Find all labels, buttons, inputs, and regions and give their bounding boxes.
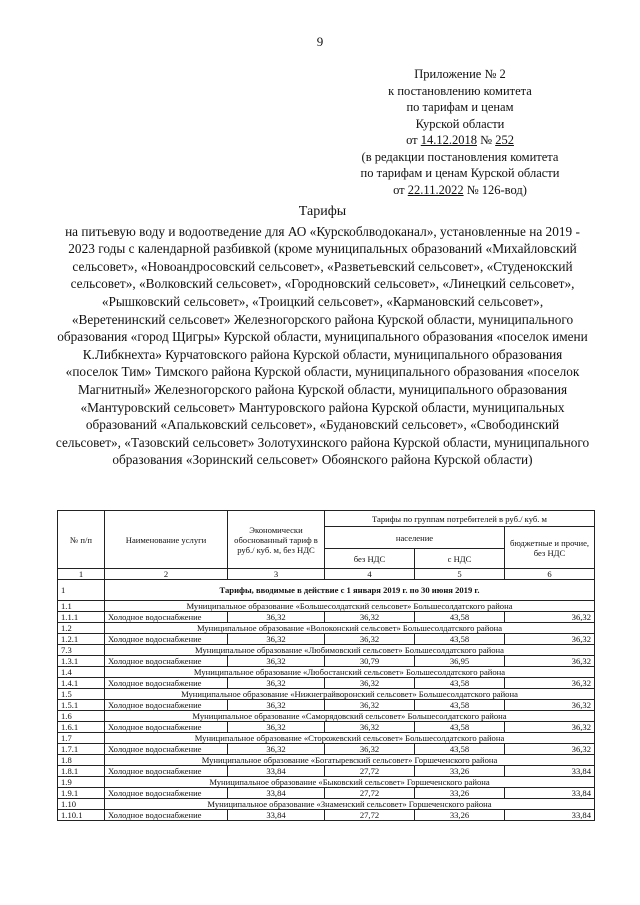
column-numbers-row [58,569,595,580]
population-with-vat-value: 43,58 [415,678,505,689]
row-num: 1.1.1 [58,612,105,623]
population-no-vat-value: 36,32 [325,744,415,755]
budget-value: 36,32 [505,656,595,667]
budget-value: 36,32 [505,678,595,689]
population-no-vat-value: 36,32 [325,612,415,623]
municipality-row [58,733,595,744]
amendment-date: 22.11.2022 [407,182,464,197]
econ-tariff-value: 36,32 [228,656,325,667]
tariff-groups [58,601,595,821]
amendment-ref [330,182,590,199]
population-no-vat-value: 27,72 [325,788,415,799]
title-heading: Тарифы [298,204,347,219]
service-name: Холодное водоснабжение [105,810,228,821]
header-num: № п/п [58,511,105,569]
header-budget: бюджетные и прочие, без НДС [505,527,595,569]
appendix-resolution-ref [330,132,590,149]
amendment-number: № 126-вод) [466,182,527,197]
document-title [55,203,590,469]
municipality-name: Муниципальное образование «Сторожевский сельсовет» Большесолдатского района [105,733,595,744]
page-number: 9 [316,34,324,49]
population-with-vat-value: 43,58 [415,612,505,623]
econ-tariff-value: 33,84 [228,810,325,821]
municipality-row [58,755,595,766]
service-name: Холодное водоснабжение [105,744,228,755]
municipality-name: Муниципальное образование «Нижнеграйворонский сельсовет» Большесолдатского района [105,689,595,700]
table-row [58,788,595,799]
table-row [58,634,595,645]
municipality-name: Муниципальное образование «Саморядовский сельсовет» Большесолдатского района [105,711,595,722]
municipality-name: Муниципальное образование «Любостанский сельсовет» Большесолдатского района [105,667,595,678]
service-name: Холодное водоснабжение [105,634,228,645]
table-row [58,810,595,821]
header-name: Наименование услуги [105,511,228,569]
population-with-vat-value: 33,26 [415,788,505,799]
budget-value: 36,32 [505,744,595,755]
header-with-vat: с НДС [415,549,505,569]
population-no-vat-value: 36,32 [325,634,415,645]
population-no-vat-value: 30,79 [325,656,415,667]
appendix-header [330,66,590,198]
budget-value: 36,32 [505,722,595,733]
table-row [58,766,595,777]
column-number: 1 [58,569,105,580]
row-num: 1.3.1 [58,656,105,667]
resolution-number: 252 [495,133,514,147]
municipality-row [58,777,595,788]
row-num: 1.9.1 [58,788,105,799]
econ-tariff-value: 33,84 [228,766,325,777]
population-no-vat-value: 36,32 [325,722,415,733]
from-prefix: от [406,133,418,147]
section-row [58,580,595,601]
population-with-vat-value: 43,58 [415,744,505,755]
budget-value: 33,84 [505,810,595,821]
header-population: население [325,527,505,549]
econ-tariff-value: 36,32 [228,722,325,733]
row-num: 1.8.1 [58,766,105,777]
municipality-row [58,601,595,612]
municipality-name: Муниципальное образование «Волоконский сельсовет» Большесолдатского района [105,623,595,634]
header-no-vat: без НДС [325,549,415,569]
table-row [58,612,595,623]
population-no-vat-value: 36,32 [325,678,415,689]
population-with-vat-value: 33,26 [415,766,505,777]
population-no-vat-value: 27,72 [325,810,415,821]
from-prefix: от [393,182,405,197]
header-consumer-groups: Тарифы по группам потребителей в руб./ куб. м [325,511,595,527]
header-econ-tariff: Экономически обоснованный тариф в руб./ куб. м, без НДС [228,511,325,569]
table-row [58,678,595,689]
population-with-vat-value: 33,26 [415,810,505,821]
budget-value: 36,32 [505,612,595,623]
row-num: 1.5.1 [58,700,105,711]
number-prefix: № [480,133,493,147]
population-no-vat-value: 36,32 [325,700,415,711]
row-num: 1.7.1 [58,744,105,755]
municipality-row [58,645,595,656]
municipality-num: 1.5 [58,689,105,700]
column-number: 6 [505,569,595,580]
section-num: 1 [58,580,105,601]
title-body: на питьевую воду и водоотведение для АО «Курскоблводоканал», установленные на 2019 - 2023 годы с календарной разбивкой (кроме муниципальных образований «Михайловский сельсовет», «Новоандросовский сельсовет», «Разветьевский сельсовет», «Студенокский сельсовет», «Волковский сельсовет», «Городновский сельсовет», «Линецкий сельсовет», «Рышковский сельсовет», «Троицкий сельсовет», «Кармановский сельсовет», «Веретенинский сельсовет» Железногорского района Курской области, муниципального образования «город Щигры» Курской области, муниципального образования «поселок имени К.Либкнехта» Курчатовского района Курской области, муниципального образования «поселок Тим» Тимского района Курской области, муниципального образования «поселок Магнитный» Железногорского района Курской области, муниципального образования «Мантуровский сельсовет» Мантуровского района Курской области, муниципальных образований «Апальковский сельсовет», «Будановский сельсовет», «Свободинский сельсовет», «Тазовский сельсовет» Золотухинского района Курской области, муниципального образования «Зоринский сельсовет» Обоянского района Курской области) [55,223,590,468]
municipality-num: 1.8 [58,755,105,766]
tariff-table [57,510,595,821]
municipality-row [58,689,595,700]
population-with-vat-value: 43,58 [415,634,505,645]
econ-tariff-value: 36,32 [228,634,325,645]
service-name: Холодное водоснабжение [105,700,228,711]
service-name: Холодное водоснабжение [105,612,228,623]
service-name: Холодное водоснабжение [105,766,228,777]
service-name: Холодное водоснабжение [105,678,228,689]
row-num: 1.6.1 [58,722,105,733]
service-name: Холодное водоснабжение [105,656,228,667]
appendix-line: Приложение № 2 [414,67,506,81]
row-num: 1.10.1 [58,810,105,821]
column-number: 4 [325,569,415,580]
column-number: 3 [228,569,325,580]
row-num: 1.4.1 [58,678,105,689]
population-with-vat-value: 43,58 [415,722,505,733]
budget-value: 36,32 [505,634,595,645]
table-row [58,700,595,711]
appendix-line: по тарифам и ценам [406,100,514,114]
municipality-num: 1.10 [58,799,105,810]
budget-value: 36,32 [505,700,595,711]
municipality-name: Муниципальное образование «Быковский сельсовет» Горшеченского района [105,777,595,788]
municipality-num: 1.1 [58,601,105,612]
population-with-vat-value: 36,95 [415,656,505,667]
population-no-vat-value: 27,72 [325,766,415,777]
municipality-name: Муниципальное образование «Богатыревский сельсовет» Горшеченского района [105,755,595,766]
column-number: 5 [415,569,505,580]
amendment-line: (в редакции постановления комитета [361,149,559,164]
municipality-name: Муниципальное образование «Любимовский сельсовет» Большесолдатского района [105,645,595,656]
section-label: Тарифы, вводимые в действие с 1 января 2019 г. по 30 июня 2019 г. [105,580,595,601]
municipality-name: Муниципальное образование «Большесолдатский сельсовет» Большесолдатского района [105,601,595,612]
municipality-num: 1.6 [58,711,105,722]
column-number: 2 [105,569,228,580]
amendment-line: по тарифам и ценам Курской области [360,166,560,180]
appendix-line: Курской области [415,116,505,131]
table-row [58,722,595,733]
econ-tariff-value: 36,32 [228,678,325,689]
municipality-row [58,799,595,810]
municipality-num: 1.7 [58,733,105,744]
population-with-vat-value: 43,58 [415,700,505,711]
table-row [58,656,595,667]
service-name: Холодное водоснабжение [105,788,228,799]
municipality-row [58,711,595,722]
appendix-line: к постановлению комитета [388,83,532,98]
row-num: 1.2.1 [58,634,105,645]
municipality-row [58,623,595,634]
municipality-num: 1.9 [58,777,105,788]
table-row [58,744,595,755]
municipality-row [58,667,595,678]
budget-value: 33,84 [505,788,595,799]
econ-tariff-value: 36,32 [228,744,325,755]
municipality-num: 1.2 [58,623,105,634]
municipality-name: Муниципальное образование «Знаменский сельсовет» Горшеченского района [105,799,595,810]
econ-tariff-value: 36,32 [228,700,325,711]
municipality-num: 7.3 [58,645,105,656]
service-name: Холодное водоснабжение [105,722,228,733]
resolution-date: 14.12.2018 [420,133,477,147]
econ-tariff-value: 36,32 [228,612,325,623]
econ-tariff-value: 33,84 [228,788,325,799]
budget-value: 33,84 [505,766,595,777]
municipality-num: 1.4 [58,667,105,678]
